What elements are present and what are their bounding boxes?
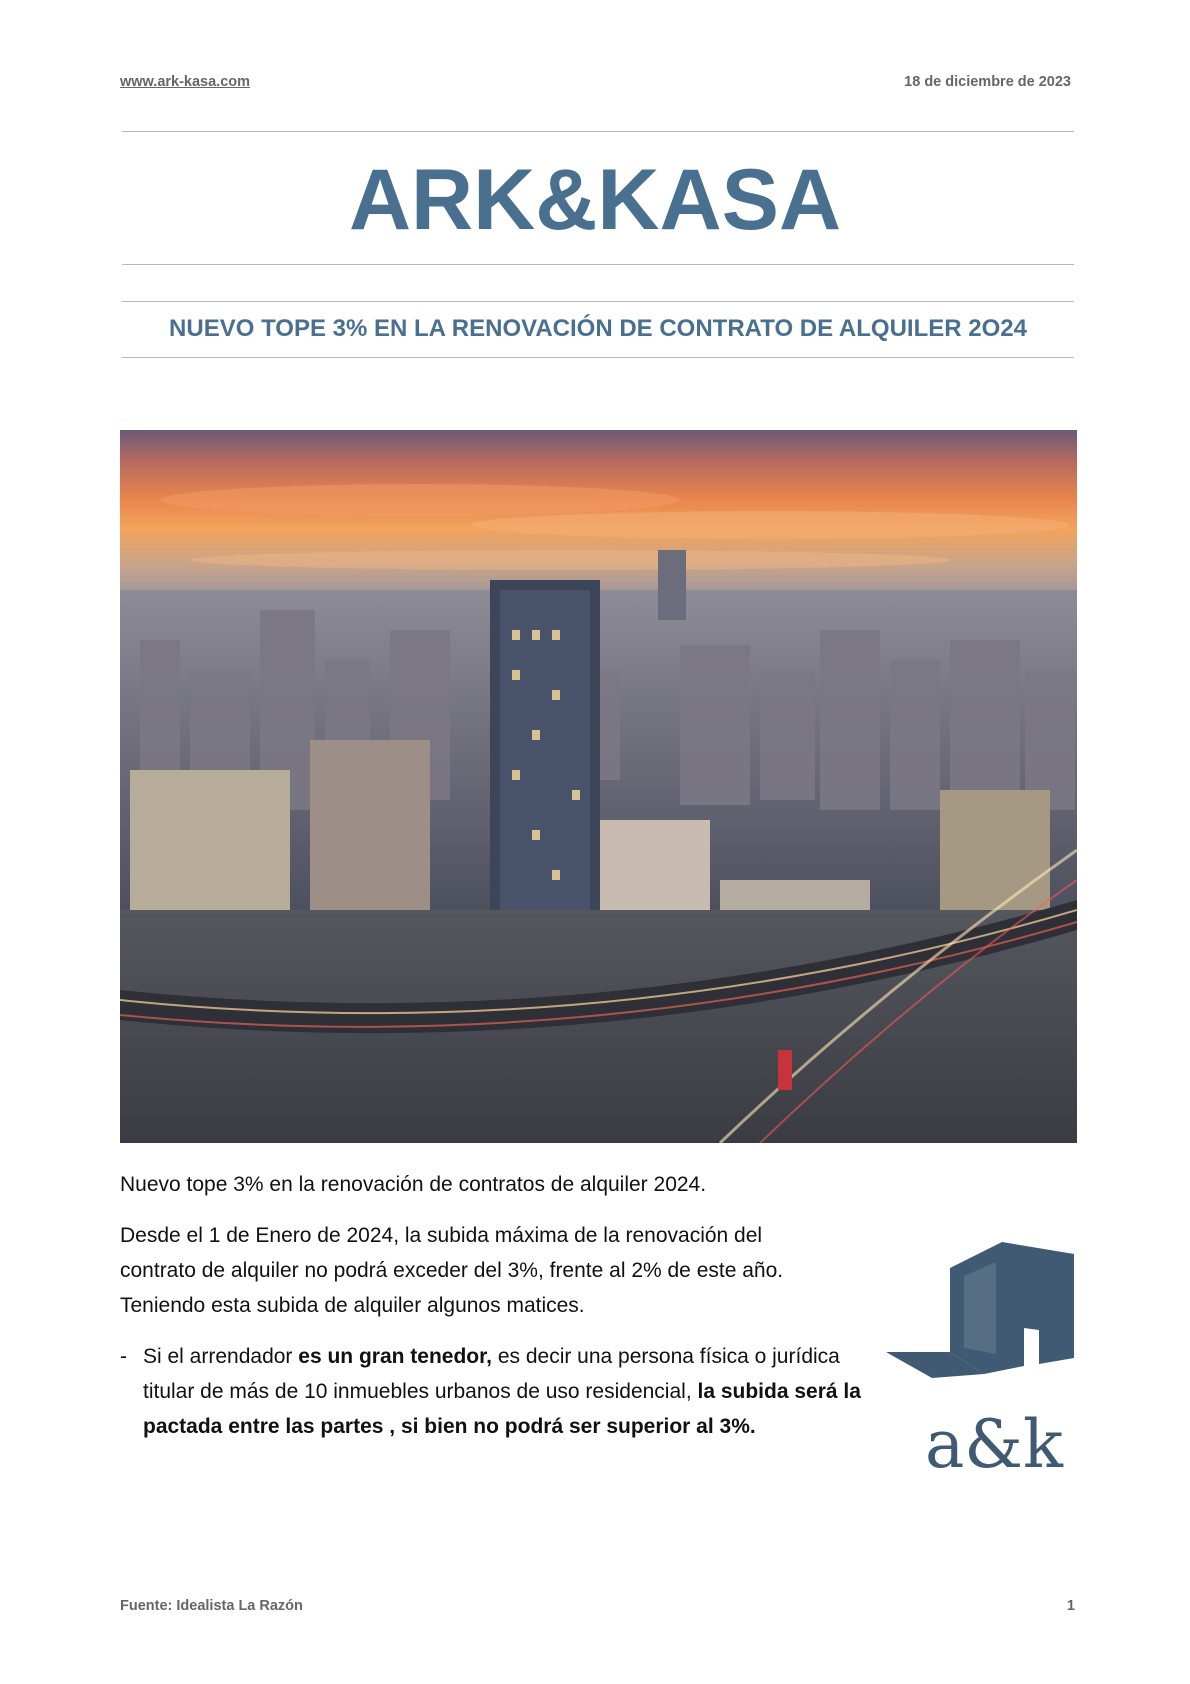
city-skyline-photo — [120, 430, 1077, 1143]
logo-text: a&k — [924, 1406, 1064, 1483]
divider — [122, 301, 1074, 302]
bullet-bold-text: la subida será la pactada entre las partes , si bien no podrá ser superior al 3%. — [143, 1380, 861, 1438]
document-date: 18 de diciembre de 2023 — [904, 74, 1071, 90]
ak-logo — [884, 1242, 1104, 1484]
brand-title: ARK&KASA — [348, 152, 842, 248]
bullet-text: es decir una persona física o jurídica titular de más de 10 inmuebles urbanos de uso residencial, — [143, 1345, 840, 1403]
divider — [122, 131, 1074, 132]
divider — [122, 357, 1074, 358]
source-credit: Fuente: Idealista La Razón — [120, 1598, 303, 1614]
website-link[interactable]: www.ark-kasa.com — [120, 74, 251, 90]
divider — [122, 264, 1074, 265]
main-paragraph: Desde el 1 de Enero de 2024, la subida máxima de la renovación del contrato de alquiler no podrá exceder del 3%, frente al 2% de este año. Teniendo esta subida de alquiler algunos matices. — [120, 1224, 784, 1317]
intro-paragraph: Nuevo tope 3% en la renovación de contratos de alquiler 2024. — [120, 1173, 707, 1196]
article-headline: NUEVO TOPE 3% EN LA RENOVACIÓN DE CONTRATO DE ALQUILER 2O24 — [169, 315, 1027, 342]
bullet-dash: - — [120, 1345, 127, 1368]
page-number: 1 — [1066, 1598, 1075, 1614]
bullet-text: Si el arrendador — [143, 1345, 299, 1368]
bullet-item — [143, 1339, 863, 1444]
bullet-bold-text: es un gran tenedor, — [298, 1345, 492, 1368]
